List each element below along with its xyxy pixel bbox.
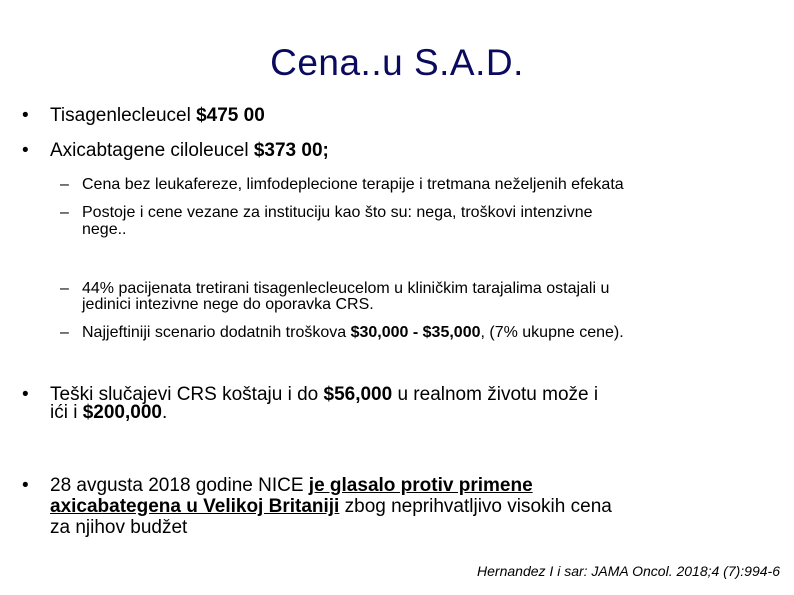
dash-icon: – bbox=[60, 204, 69, 221]
slide-title: Cena..u S.A.D. bbox=[270, 42, 524, 83]
sub-bullet-institution-line2: nege.. bbox=[82, 221, 127, 238]
bullet-icon: • bbox=[22, 105, 29, 126]
sub-bullet-institution-line1: Postoje i cene vezane za instituciju kao što su: nega, troškovi intenzivne bbox=[82, 204, 593, 221]
sub-bullet-icu-line1: 44% pacijenata tretirani tisagenlecleucelom u kliničkim tarajalima ostajali u bbox=[82, 280, 610, 297]
sub-bullet-cost-excluded: Cena bez leukafereze, limfodeplecione terapije i tretmana neželjenih efekata bbox=[82, 176, 624, 193]
bullet-tisagenlecleucel bbox=[50, 106, 265, 126]
bullet-icon: • bbox=[22, 475, 29, 496]
citation-reference: Hernandez I i sar: JAMA Oncol. 2018;4 (7):994-6 bbox=[477, 563, 780, 579]
text: Najjeftiniji scenario dodatnih troškova bbox=[82, 324, 351, 341]
bullet-icon: • bbox=[22, 140, 29, 161]
bullet-severe-crs-line2 bbox=[50, 403, 167, 423]
text: ići i bbox=[50, 402, 83, 423]
dash-icon: – bbox=[60, 176, 69, 193]
bullet-nice-line3: za njihov budžet bbox=[50, 517, 188, 538]
cost-amount: $56,000 bbox=[323, 384, 393, 405]
sub-bullet-icu-line2: jedinici intezivne nege do oporavka CRS. bbox=[82, 296, 374, 313]
drug-name: Tisagenlecleucel bbox=[50, 105, 197, 126]
cost-amount: $200,000 bbox=[82, 402, 162, 423]
text: zbog neprihvatljivo visokih cena bbox=[339, 496, 612, 517]
bullet-nice-line1 bbox=[50, 476, 533, 496]
dash-icon: – bbox=[60, 280, 69, 297]
text: 28 avgusta 2018 godine NICE bbox=[50, 475, 309, 496]
text: u realnom životu može i bbox=[392, 384, 599, 405]
drug-price: $373 00; bbox=[253, 140, 329, 161]
text: . bbox=[161, 402, 168, 423]
drug-name: Axicabtagene ciloleucel bbox=[50, 140, 254, 161]
emphasis-text: axicabategena u Velikoj Britaniji bbox=[50, 496, 340, 517]
bullet-icon: • bbox=[22, 384, 29, 405]
bullet-nice-line2 bbox=[50, 497, 612, 517]
dash-icon: – bbox=[60, 324, 69, 341]
bullet-axicabtagene bbox=[50, 141, 329, 161]
sub-bullet-cheapest-scenario bbox=[82, 325, 624, 341]
text: , (7% ukupne cene). bbox=[480, 324, 624, 341]
emphasis-text: je glasalo protiv primene bbox=[308, 475, 533, 496]
drug-price: $475 00 bbox=[196, 105, 265, 126]
text: Teški slučajevi CRS koštaju i do bbox=[50, 384, 324, 405]
cost-range: $30,000 - $35,000 bbox=[350, 324, 481, 341]
